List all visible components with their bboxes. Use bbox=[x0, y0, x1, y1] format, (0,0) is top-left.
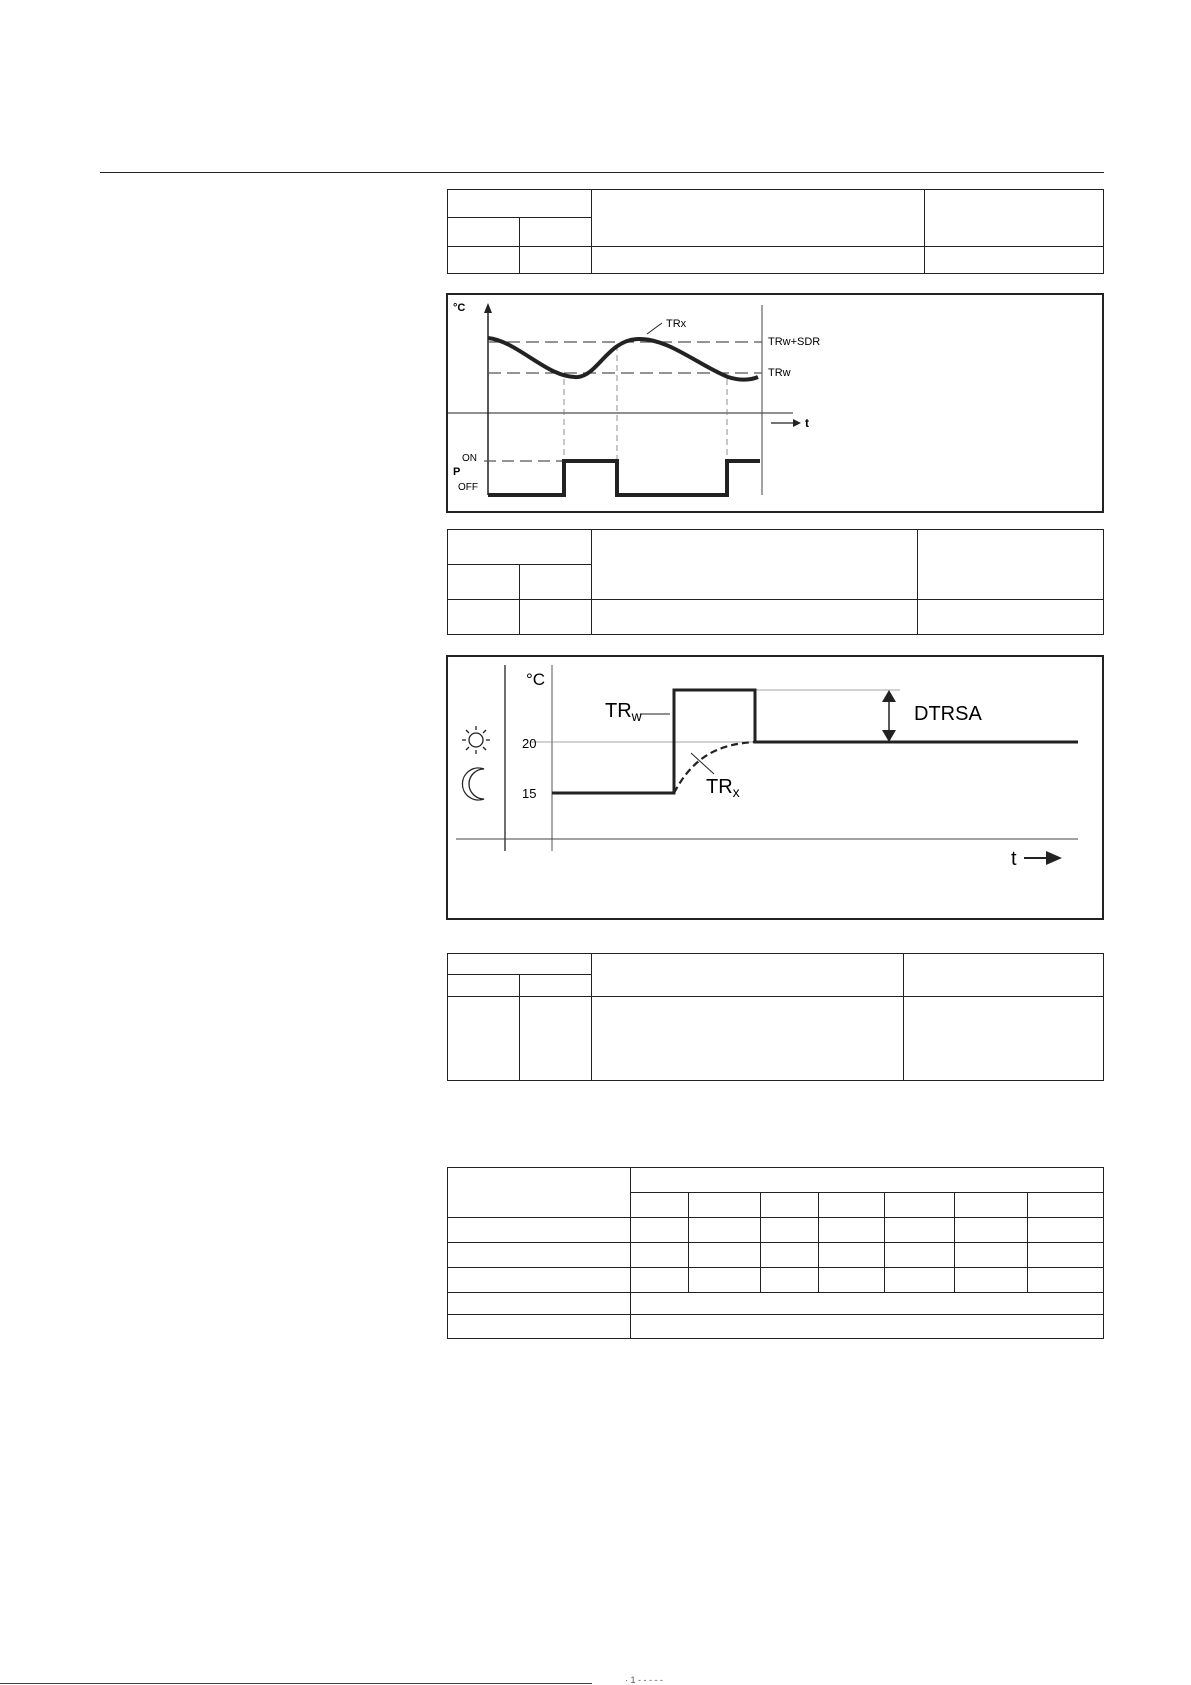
parameter-table-2 bbox=[447, 529, 1104, 635]
trx-label: TRx bbox=[666, 318, 687, 330]
tick-20-label: 20 bbox=[522, 736, 537, 751]
parameter-table-3 bbox=[447, 953, 1104, 1081]
moon-icon bbox=[462, 768, 484, 800]
footer-rule bbox=[0, 1683, 592, 1684]
parameter-table-4 bbox=[447, 1167, 1104, 1339]
setpoint-boost-svg bbox=[448, 657, 1102, 918]
pump-control-diagram bbox=[446, 293, 1104, 513]
time-arrow-icon bbox=[793, 419, 801, 427]
tick-15-label: 15 bbox=[522, 786, 537, 801]
delta-down-arrow-icon bbox=[882, 730, 896, 742]
setpoint-boost-diagram bbox=[446, 655, 1104, 920]
time-label: t bbox=[805, 416, 809, 430]
time-arrow-icon bbox=[1046, 851, 1062, 865]
header-rule bbox=[100, 172, 1104, 173]
sun-icon bbox=[462, 726, 490, 754]
trw-label: $TR_w$ bbox=[605, 700, 642, 724]
upper-threshold-label: TRw+SDR bbox=[768, 336, 821, 348]
pump-label: P bbox=[453, 466, 461, 478]
lower-threshold-label: TRw bbox=[768, 367, 791, 379]
footer-text: · 1 - - - - - bbox=[625, 1675, 663, 1685]
trx-label: $TR_x$ bbox=[706, 776, 740, 800]
pump-signal-line bbox=[488, 461, 760, 495]
off-label: OFF bbox=[458, 482, 478, 493]
parameter-table-1 bbox=[447, 189, 1104, 274]
delta-up-arrow-icon bbox=[882, 690, 896, 702]
time-label: t bbox=[1011, 848, 1017, 870]
dtrsa-label: DTRSA bbox=[914, 703, 982, 725]
on-label: ON bbox=[462, 453, 477, 464]
y-axis-arrow-icon bbox=[484, 303, 492, 313]
y-unit-label: °C bbox=[526, 670, 546, 689]
pump-control-svg bbox=[448, 295, 1102, 511]
y-unit-label: °C bbox=[453, 302, 466, 314]
